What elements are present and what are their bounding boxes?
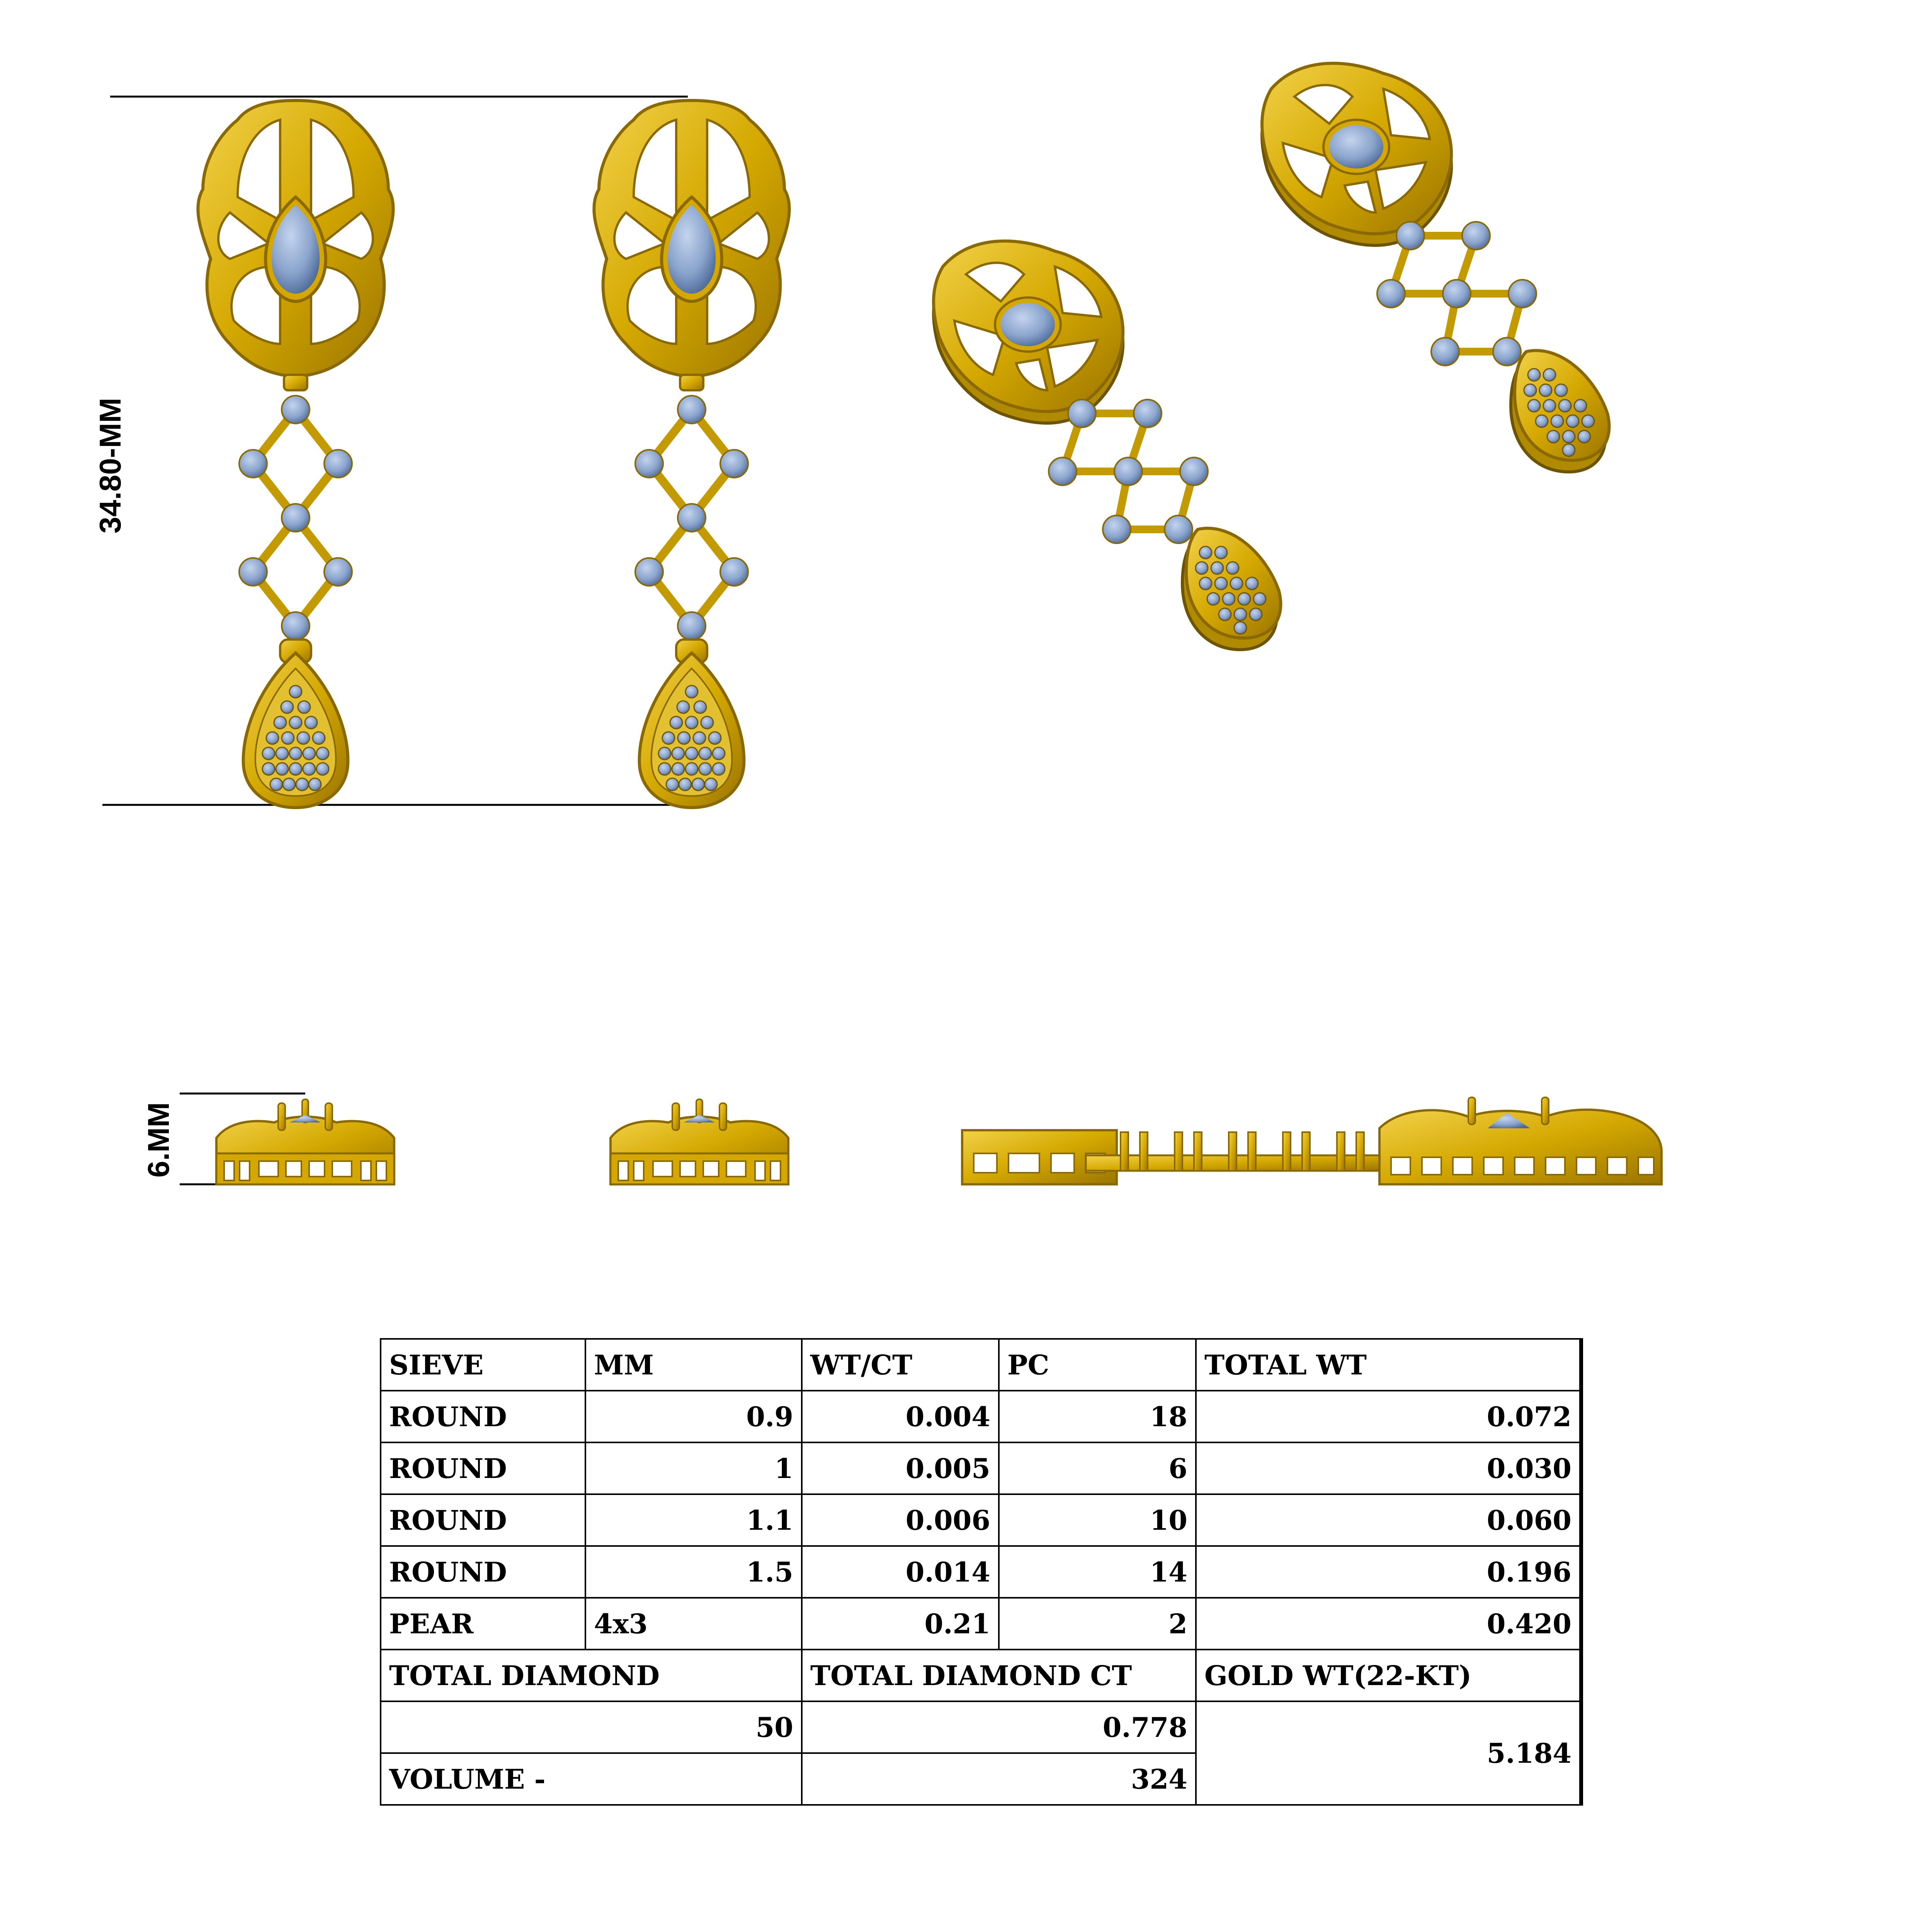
- header-total-wt: TOTAL WT: [1196, 1339, 1581, 1391]
- volume-label: VOLUME -: [381, 1753, 802, 1805]
- total-diamond-value: 50: [381, 1701, 802, 1753]
- summary-label-row: [381, 1650, 1581, 1701]
- cell-wt-ct: 0.005: [802, 1442, 999, 1494]
- header-mm: MM: [585, 1339, 802, 1391]
- cell-total-wt: 0.060: [1196, 1494, 1581, 1546]
- cell-total-wt: 0.196: [1196, 1546, 1581, 1598]
- cell-wt-ct: 0.21: [802, 1598, 999, 1650]
- front-view-left: [198, 100, 393, 808]
- cell-mm: 0.9: [585, 1391, 802, 1442]
- cell-sieve: ROUND: [381, 1442, 585, 1494]
- cell-mm: 1.5: [585, 1546, 802, 1598]
- cell-wt-ct: 0.006: [802, 1494, 999, 1546]
- gold-wt-label: GOLD WT(22-KT): [1196, 1650, 1581, 1701]
- height-dimension-label: 34.80-MM: [93, 398, 127, 534]
- side-view-right: [611, 1099, 788, 1184]
- side-view-long: [962, 1097, 1662, 1184]
- gold-wt-value: 5.184: [1196, 1701, 1581, 1805]
- summary-value-row: [381, 1701, 1581, 1753]
- cell-pc: 10: [999, 1494, 1196, 1546]
- cell-pc: 6: [999, 1442, 1196, 1494]
- table-row: [381, 1442, 1581, 1494]
- table-header-row: [381, 1339, 1581, 1391]
- cell-sieve: PEAR: [381, 1598, 585, 1650]
- cell-pc: 2: [999, 1598, 1196, 1650]
- total-diamond-ct-label: TOTAL DIAMOND CT: [802, 1650, 1196, 1701]
- cell-mm: 4x3: [585, 1598, 802, 1650]
- table-row: [381, 1598, 1581, 1650]
- cell-sieve: ROUND: [381, 1494, 585, 1546]
- depth-dimension-label: 6.MM: [141, 1102, 175, 1178]
- perspective-view-right: [1262, 63, 1609, 472]
- header-wt-ct: WT/CT: [802, 1339, 999, 1391]
- perspective-view-left: [934, 241, 1281, 650]
- cell-sieve: ROUND: [381, 1546, 585, 1598]
- header-sieve: SIEVE: [381, 1339, 585, 1391]
- volume-value: 324: [802, 1753, 1196, 1805]
- cell-pc: 18: [999, 1391, 1196, 1442]
- table-row: [381, 1494, 1581, 1546]
- cell-total-wt: 0.030: [1196, 1442, 1581, 1494]
- side-view-left: [216, 1099, 394, 1184]
- cell-sieve: ROUND: [381, 1391, 585, 1442]
- header-pc: PC: [999, 1339, 1196, 1391]
- cell-wt-ct: 0.014: [802, 1546, 999, 1598]
- table-row: [381, 1391, 1581, 1442]
- stone-spec-table: [380, 1338, 1583, 1806]
- front-view-right: [594, 100, 789, 808]
- total-diamond-ct-value: 0.778: [802, 1701, 1196, 1753]
- cell-wt-ct: 0.004: [802, 1391, 999, 1442]
- table-row: [381, 1546, 1581, 1598]
- cell-mm: 1: [585, 1442, 802, 1494]
- cell-total-wt: 0.420: [1196, 1598, 1581, 1650]
- cell-pc: 14: [999, 1546, 1196, 1598]
- cell-total-wt: 0.072: [1196, 1391, 1581, 1442]
- total-diamond-label: TOTAL DIAMOND: [381, 1650, 802, 1701]
- cell-mm: 1.1: [585, 1494, 802, 1546]
